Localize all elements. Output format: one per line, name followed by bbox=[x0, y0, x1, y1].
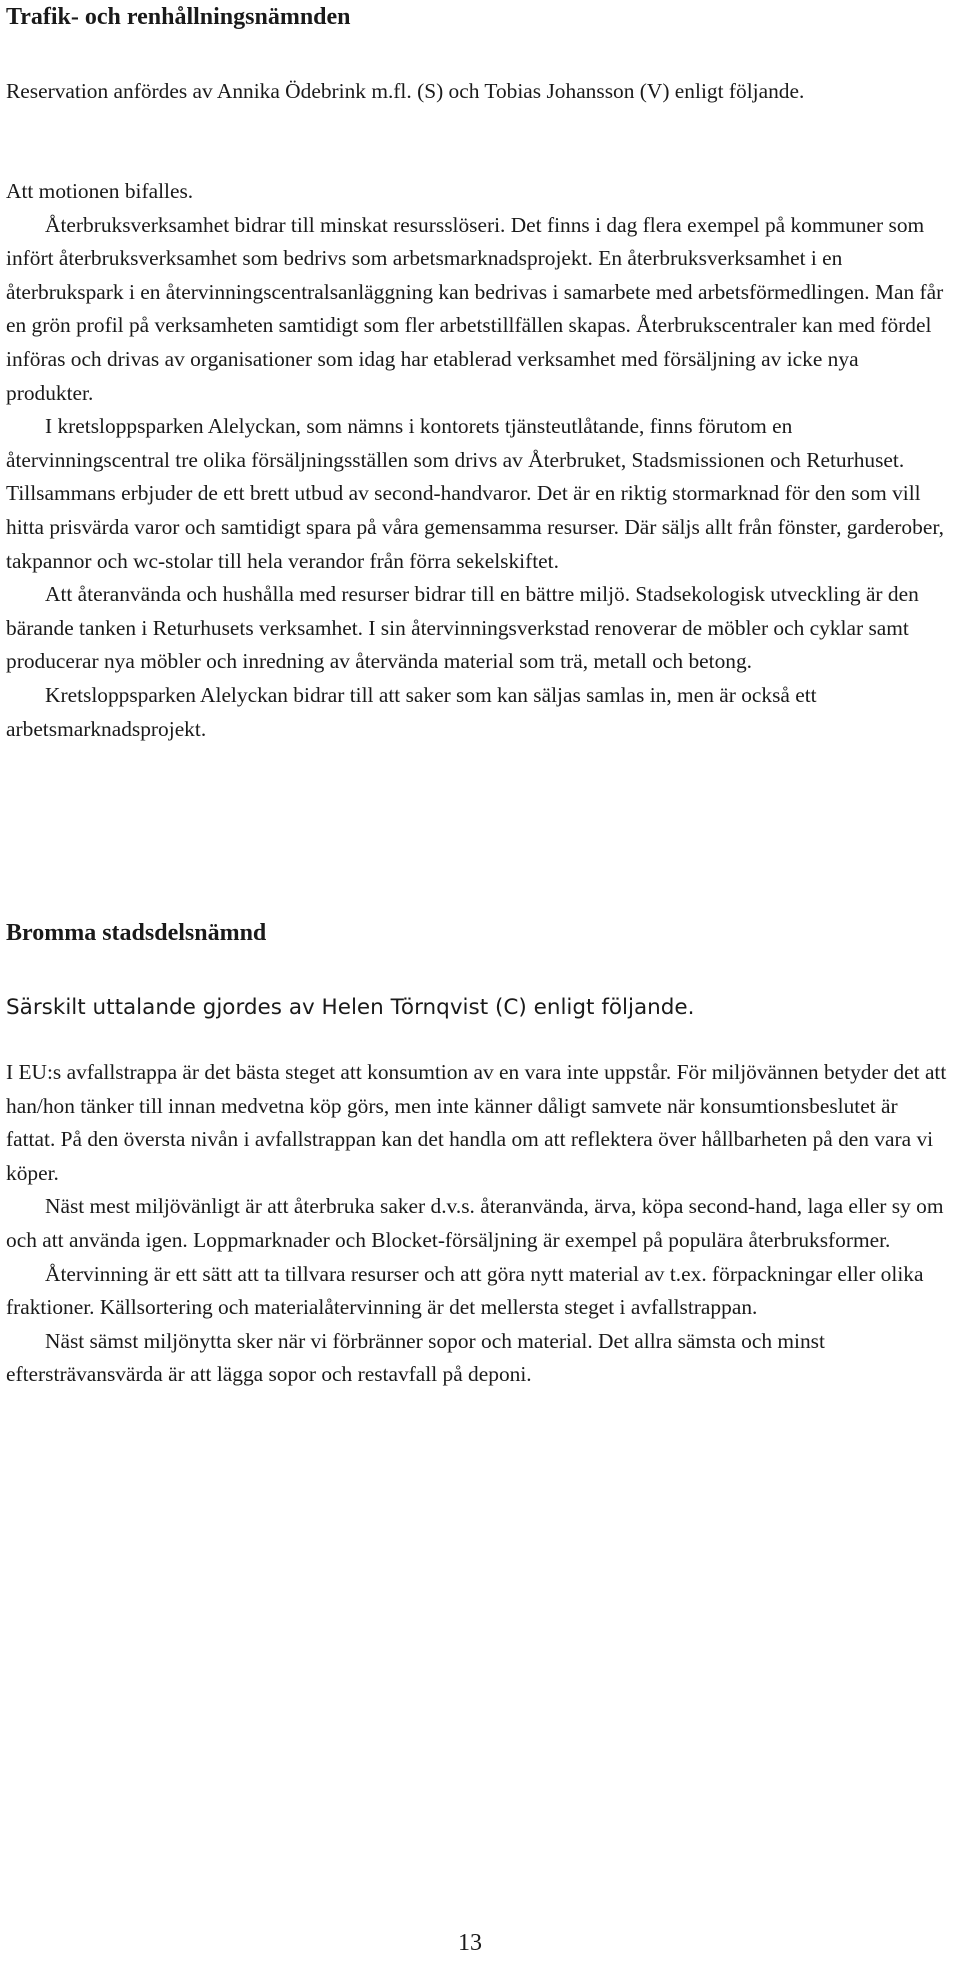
statement-intro: Särskilt uttalande gjordes av Helen Törnqvist (C) enligt följande. bbox=[6, 995, 695, 1020]
paragraph: I EU:s avfallstrappa är det bästa steget att konsumtion av en vara inte uppstår. För miljövännen betyder det att han/hon tänker till innan medvetna köp görs, men inte känner dåligt samvete när konsumtionsbeslutet är fattat. På den översta nivån i avfallstrappan kan det handla om att reflektera över hållbarheten på den vara vi köper. bbox=[6, 1060, 947, 1185]
paragraph: Återvinning är ett sätt att ta tillvara resurser och att göra nytt material av t.ex. förpackningar eller olika fraktioner. Källsortering och materialåtervinning är det mellersta steget i avfallstrappan. bbox=[6, 1261, 924, 1320]
paragraph: Kretsloppsparken Alelyckan bidrar till att saker som kan säljas samlas in, men är också ett arbetsmarknadsprojekt. bbox=[6, 682, 817, 741]
statement-body bbox=[6, 1056, 951, 1392]
paragraph: I kretsloppsparken Alelyckan, som nämns i kontorets tjänsteutlåtande, finns förutom en återvinningscentral tre olika försäljningsställen som drivs av Återbruket, Stadsmissionen och Returhuset. Tillsammans erbjuder de ett brett utbud av second-handvaror. Det är en riktig stormarknad för den som vill hitta prisvärda varor och samtidigt spara på våra gemensamma resurser. Där säljs allt från fönster, garderober, takpannor och wc-stolar till hela verandor från förra sekelskiftet. bbox=[6, 414, 944, 573]
section-heading-trafik: Trafik- och renhållningsnämnden bbox=[6, 4, 351, 30]
paragraph: Näst sämst miljönytta sker när vi förbränner sopor och material. Det allra sämsta och minst eftersträvansvärda är att lägga sopor och restavfall på deponi. bbox=[6, 1328, 825, 1387]
section-heading-bromma: Bromma stadsdelsnämnd bbox=[6, 920, 267, 946]
reservation-body bbox=[6, 175, 951, 746]
paragraph: Återbruksverksamhet bidrar till minskat resursslöseri. Det finns i dag flera exempel på kommuner som infört återbruksverksamhet som bedrivs som arbetsmarknadsprojekt. En återbruksverksamhet i en återbrukspark i en återvinningscentralsanläggning kan bedrivas i samarbete med arbetsförmedlingen. Man får en grön profil på verksamheten samtidigt som fler arbetstillfällen skapas. Återbrukscentraler kan med fördel införas och drivas av organisationer som idag har etablerad verksamhet med försäljning av icke nya produkter. bbox=[6, 212, 944, 405]
reservation-intro: Reservation anfördes av Annika Ödebrink m.fl. (S) och Tobias Johansson (V) enligt följande. bbox=[6, 79, 805, 103]
reservation-lead: Att motionen bifalles. bbox=[6, 179, 194, 203]
reservation-block bbox=[6, 75, 951, 109]
paragraph: Näst mest miljövänligt är att återbruka saker d.v.s. återanvända, ärva, köpa second-hand, laga eller sy om och att använda igen. Loppmarknader och Blocket-försäljning är exempel på populära återbruksformer. bbox=[6, 1194, 944, 1252]
page-number: 13 bbox=[458, 1930, 482, 1956]
paragraph: Att återanvända och hushålla med resurser bidrar till en bättre miljö. Stadsekologisk utveckling är den bärande tanken i Returhusets verksamhet. I sin återvinningsverkstad renoverar de möbler och cyklar samt producerar nya möbler och inredning av återvända material som trä, metall och betong. bbox=[6, 582, 919, 674]
